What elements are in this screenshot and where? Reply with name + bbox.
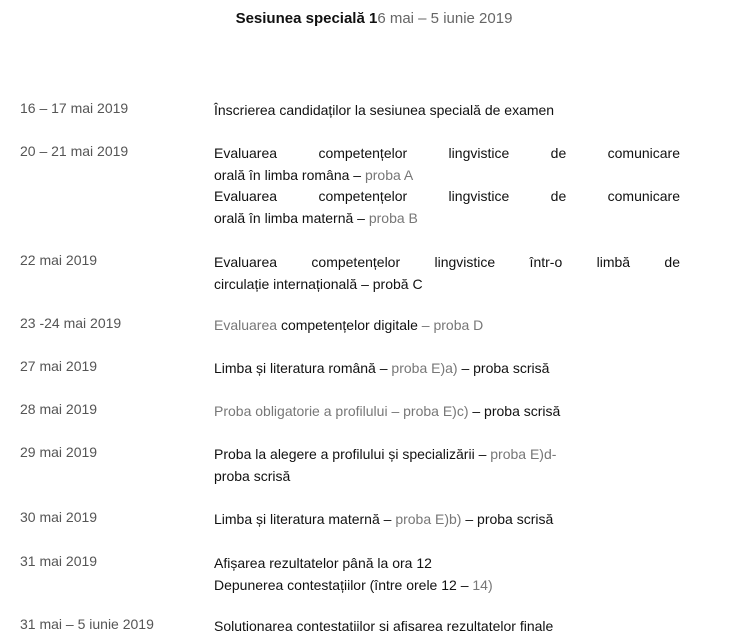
schedule-description — [214, 143, 680, 229]
light-text: proba B — [368, 209, 418, 226]
dark-text: orală în limba româna – — [214, 166, 365, 183]
description-line — [214, 509, 680, 531]
schedule-description — [214, 100, 680, 122]
schedule-date: 31 mai 2019 — [20, 553, 98, 569]
schedule-date: 30 mai 2019 — [20, 509, 98, 525]
page-title — [0, 10, 748, 27]
light-text: proba E)b) — [395, 511, 462, 527]
description-line — [214, 208, 680, 230]
dark-text: – proba scrisă — [457, 360, 550, 376]
schedule-description — [214, 401, 680, 423]
dark-text: Limba și literatura română – — [214, 360, 392, 376]
schedule-description — [214, 358, 680, 380]
description-line — [214, 252, 680, 274]
schedule-description — [214, 509, 680, 531]
dark-text: Limba și literatura maternă – — [214, 511, 396, 527]
light-text: proba E)a) — [391, 360, 458, 376]
description-line — [214, 553, 680, 575]
description-line — [214, 401, 680, 423]
schedule-date: 29 mai 2019 — [20, 444, 98, 460]
description-line — [214, 274, 680, 296]
light-text: Proba obligatorie a profilului – proba E)c) — [214, 403, 469, 419]
dark-text: orală în limba maternă – — [214, 209, 369, 226]
dark-text: competențelor digitale — [280, 317, 418, 333]
schedule-description — [214, 252, 680, 295]
description-line — [214, 100, 680, 122]
title-dates: 6 mai – 5 iunie 2019 — [377, 10, 513, 27]
dark-text: Evaluarea competențelor lingvistice de comunicare — [214, 145, 680, 161]
title-bold: Sesiunea specială 1 — [235, 10, 378, 27]
schedule-date: 23 -24 mai 2019 — [20, 315, 122, 331]
dark-text: circulație internațională – probă C — [214, 275, 423, 292]
schedule-description — [214, 553, 680, 596]
dark-text: proba scrisă — [214, 467, 291, 484]
schedule-date: 20 – 21 mai 2019 — [20, 143, 129, 159]
description-line — [214, 358, 680, 380]
dark-text: – proba scrisă — [468, 403, 561, 419]
description-line — [214, 165, 680, 187]
description-line — [214, 616, 680, 638]
schedule-date: 28 mai 2019 — [20, 401, 98, 417]
description-line — [214, 575, 680, 597]
dark-text: Solutionarea contestatiilor si afisarea rezultatelor finale — [214, 618, 554, 634]
dark-text: Proba la alegere a profilului și specializării – — [214, 446, 491, 462]
light-text: Evaluarea — [214, 317, 281, 333]
schedule-description — [214, 616, 680, 638]
light-text: proba E)d- — [490, 446, 557, 462]
description-line — [214, 143, 680, 165]
light-text: 14) — [472, 576, 493, 593]
schedule-description — [214, 444, 680, 487]
dark-text: Depunerea contestațiilor (între orele 12 – — [214, 576, 473, 593]
dark-text: Înscrierea candidaților la sesiunea specială de examen — [214, 102, 555, 118]
light-text: proba A — [364, 166, 414, 183]
schedule-date: 27 mai 2019 — [20, 358, 98, 374]
description-line — [214, 315, 680, 337]
dark-text: Evaluarea competențelor lingvistice într-o limbă de — [214, 254, 680, 270]
schedule-date: 31 mai – 5 iunie 2019 — [20, 616, 154, 632]
schedule-date: 16 – 17 mai 2019 — [20, 100, 129, 116]
light-text: – proba D — [417, 317, 484, 333]
description-line — [214, 186, 680, 208]
description-line — [214, 444, 680, 466]
description-line — [214, 466, 680, 488]
dark-text: – proba scrisă — [461, 511, 554, 527]
schedule-description — [214, 315, 680, 337]
schedule-date: 22 mai 2019 — [20, 252, 98, 268]
dark-text: Afișarea rezultatelor până la ora 12 — [214, 555, 432, 571]
dark-text: Evaluarea competențelor lingvistice de comunicare — [214, 188, 680, 204]
